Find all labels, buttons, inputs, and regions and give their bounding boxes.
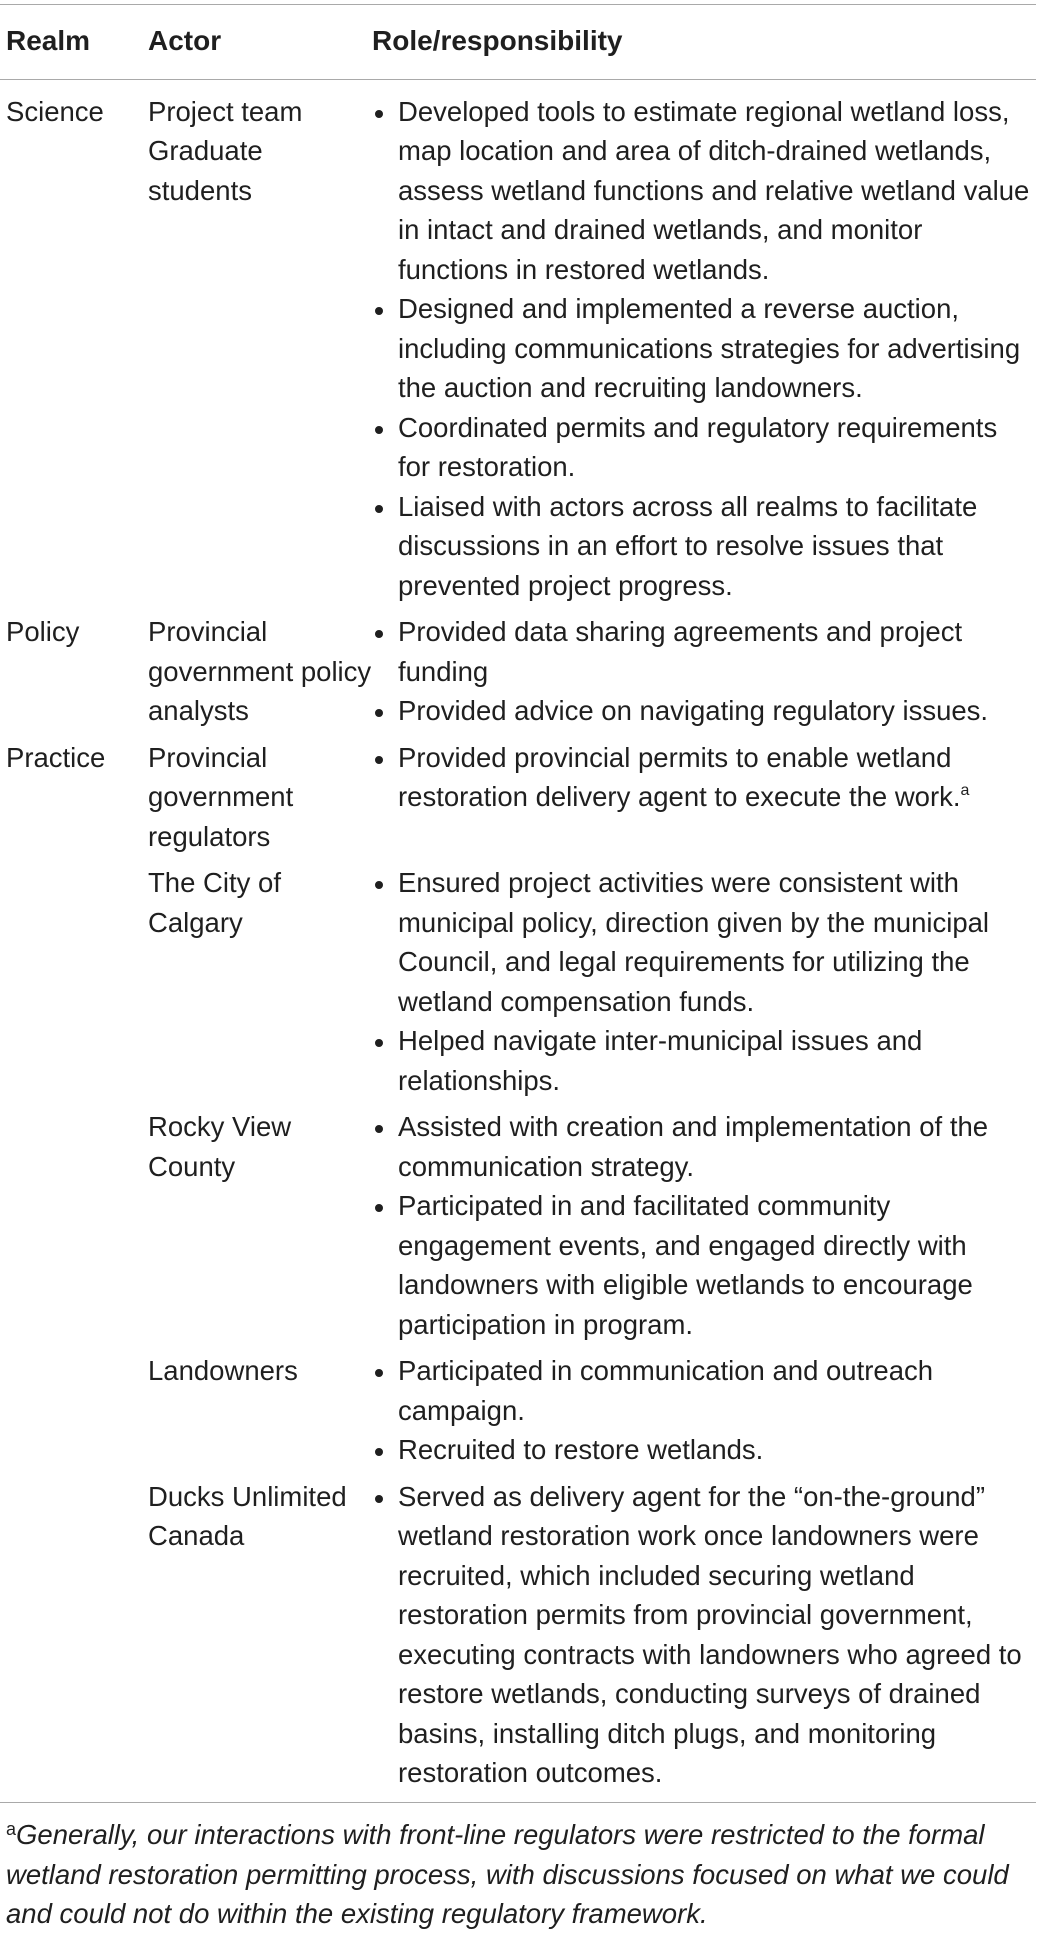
role-cell: [372, 1470, 1036, 1803]
actor-cell: [148, 731, 372, 857]
role-item: [372, 1477, 1036, 1793]
actor-name: Ducks Unlimited Canada: [148, 1480, 347, 1551]
actor-name: Provincial government policy analysts: [148, 616, 372, 726]
header-row: [0, 5, 1036, 80]
role-item: [372, 487, 1036, 606]
role-item: [372, 691, 1036, 731]
role-text: Participated in and facilitated community engagement events, and engaged directly with landowners with eligible wetlands to encourage participation in program.: [398, 1190, 973, 1340]
footnote-ref: a: [960, 782, 970, 799]
table-row: [0, 605, 1036, 731]
table-row: [0, 731, 1036, 857]
role-text: Recruited to restore wetlands.: [398, 1434, 764, 1465]
realm-cell: Science: [6, 95, 104, 127]
table-row: [0, 856, 1036, 1100]
role-text: Liaised with actors across all realms to facilitate discussions in an effort to resolve issues that prevented project progress.: [398, 490, 978, 601]
role-text: Served as delivery agent for the “on-the-ground” wetland restoration work once landowners were recruited, which included securing wetland restoration permits from provincial government, executing contracts with landowners who agreed to restore wetlands, conducting surveys of drained basins, installing ditch plugs, and monitoring restoration outcomes.: [398, 1480, 1022, 1788]
role-item: [372, 1186, 1036, 1344]
realm-cell: [0, 1100, 148, 1344]
realm-cell: Policy: [6, 616, 80, 647]
role-list: [372, 863, 1036, 1100]
table-row: [0, 1100, 1036, 1344]
role-list: [372, 1107, 1036, 1344]
role-text: Ensured project activities were consistent with municipal policy, direction given by the municipal Council, and legal requirements for utilizing the wetland compensation funds.: [398, 867, 990, 1017]
role-item: [372, 738, 1036, 817]
realm-cell: [0, 1470, 148, 1803]
role-cell: [372, 856, 1036, 1100]
role-item: [372, 1021, 1036, 1100]
role-cell: [372, 605, 1036, 731]
role-text: Provided advice on navigating regulatory issues.: [398, 695, 989, 726]
actor-name: Provincial government regulators: [148, 741, 294, 852]
role-item: [372, 863, 1036, 1021]
role-text: Coordinated permits and regulatory requirements for restoration.: [398, 411, 998, 482]
header-realm: Realm: [0, 5, 148, 80]
role-list: [372, 738, 1036, 817]
role-cell: [372, 1344, 1036, 1470]
role-item: [372, 289, 1036, 408]
role-item: [372, 92, 1036, 290]
footnote: [6, 1815, 1036, 1934]
table-row: [0, 1344, 1036, 1470]
header-actor: Actor: [148, 5, 372, 80]
actor-name: The City of Calgary: [148, 867, 281, 938]
actor-cell: [148, 856, 372, 1100]
roles-table: [0, 4, 1036, 1803]
role-text: Provided provincial permits to enable wetland restoration delivery agent to execute the work.: [398, 741, 961, 812]
table-row: [0, 1470, 1036, 1803]
actor-cell: [148, 1100, 372, 1344]
actor-name: Project team: [148, 95, 303, 127]
realm-cell: Practice: [6, 741, 106, 773]
header-role: Role/responsibility: [372, 5, 1036, 80]
actor-cell: [148, 605, 372, 731]
role-item: [372, 1107, 1036, 1186]
realm-cell: [0, 1344, 148, 1470]
actor-name: Rocky View County: [148, 1111, 292, 1182]
role-text: Assisted with creation and implementation of the communication strategy.: [398, 1111, 989, 1182]
table-body: [0, 79, 1036, 1802]
realm-cell: [0, 856, 148, 1100]
role-cell: [372, 731, 1036, 857]
role-text: Developed tools to estimate regional wetland loss, map location and area of ditch-drained wetlands, assess wetland functions and relative wetland value in intact and drained wetlands, and monitor functions in restored wetlands.: [398, 95, 1030, 285]
role-cell: [372, 79, 1036, 605]
role-list: [372, 92, 1036, 606]
role-item: [372, 612, 1036, 691]
role-cell: [372, 1100, 1036, 1344]
role-list: [372, 1351, 1036, 1470]
role-list: [372, 612, 1036, 731]
role-item: [372, 1430, 1036, 1470]
role-text: Designed and implemented a reverse auction, including communications strategies for advertising the auction and recruiting landowners.: [398, 293, 1021, 403]
role-text: Helped navigate inter-municipal issues and relationships.: [398, 1025, 923, 1096]
role-text: Provided data sharing agreements and project funding: [398, 616, 963, 687]
role-item: [372, 1351, 1036, 1430]
table-row: [0, 79, 1036, 605]
actor-name: Landowners: [148, 1355, 298, 1386]
footnote-mark: a: [6, 1819, 17, 1839]
role-item: [372, 408, 1036, 487]
actor-cell: [148, 1344, 372, 1470]
role-list: [372, 1477, 1036, 1793]
actor-cell: [148, 79, 372, 605]
actor-name: Graduate students: [148, 135, 263, 206]
role-text: Participated in communication and outreach campaign.: [398, 1355, 934, 1426]
footnote-text: Generally, our interactions with front-line regulators were restricted to the formal wetland restoration permitting process, with discussions focused on what we could and could not do within the existing regulatory framework.: [6, 1819, 1009, 1929]
actor-cell: [148, 1470, 372, 1803]
